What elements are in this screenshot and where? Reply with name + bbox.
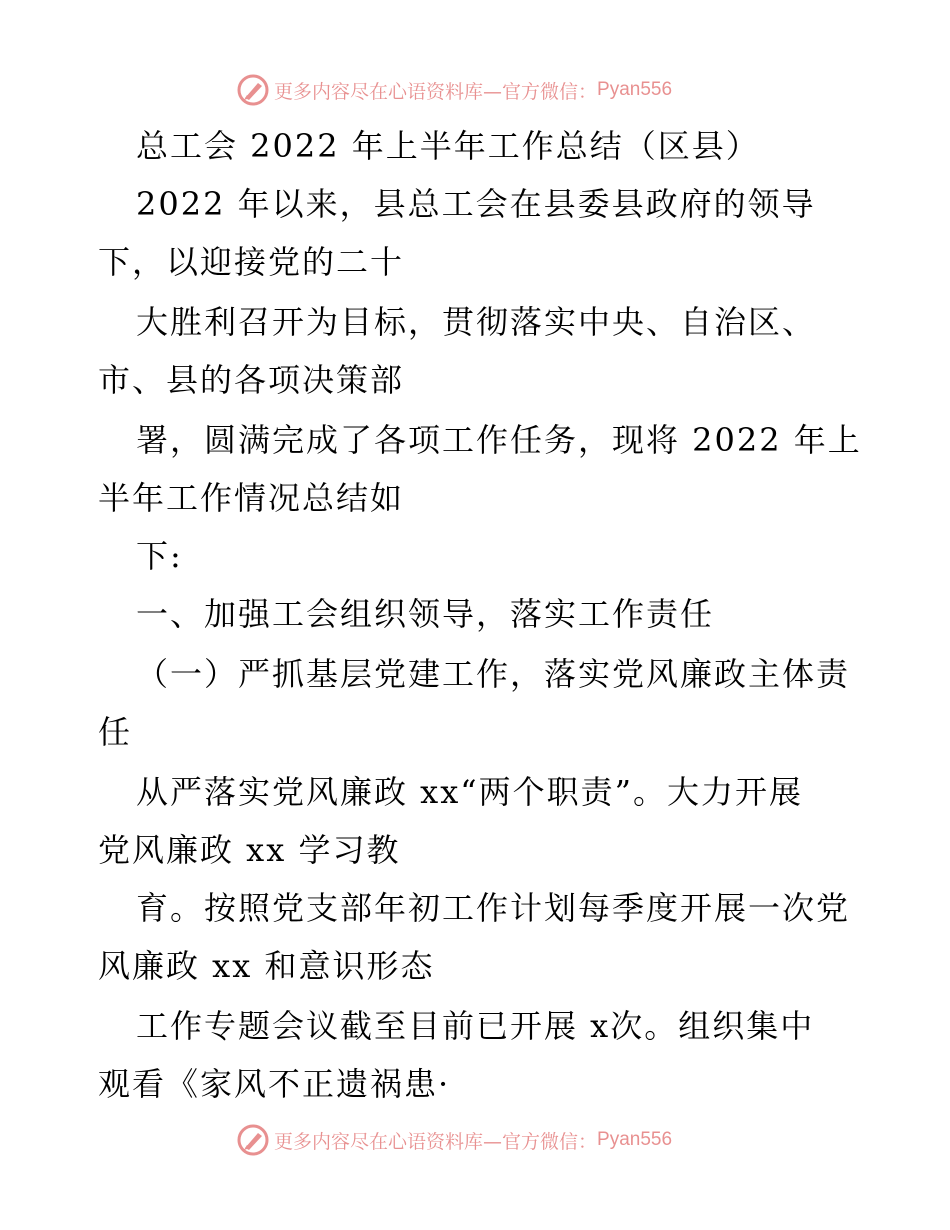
subsection-heading-cont: 任 <box>98 713 133 751</box>
header-watermark <box>236 72 672 108</box>
paragraph-line: 育。按照党支部年初工作计划每季度开展一次党 <box>136 889 851 927</box>
section-heading: 一、加强工会组织领导，落实工作责任 <box>136 595 715 633</box>
paragraph-line: 市、县的各项决策部 <box>98 361 405 399</box>
watermark-wechat-id: Pyan556 <box>597 79 673 100</box>
watermark-text: 更多内容尽在心语资料库—官方微信： <box>274 1130 598 1153</box>
paragraph-line: 署，圆满完成了各项工作任务，现将 2022 年上 <box>136 421 862 459</box>
document-title: 总工会 2022 年上半年工作总结（区县） <box>136 127 760 165</box>
paragraph-line: 下，以迎接党的二十 <box>98 243 405 281</box>
paragraph-line: 党风廉政 xx 学习教 <box>98 831 401 869</box>
subsection-heading: （一）严抓基层党建工作，落实党风廉政主体责 <box>136 655 851 693</box>
paragraph-line: 大胜利召开为目标，贯彻落实中央、自治区、 <box>136 303 817 341</box>
paragraph-line: 从严落实党风廉政 xx“两个职责”。大力开展 <box>136 773 803 811</box>
paragraph-line: 2022 年以来，县总工会在县委县政府的领导 <box>136 185 816 223</box>
pen-logo-icon <box>236 73 270 107</box>
paragraph-line: 风廉政 xx 和意识形态 <box>98 947 435 985</box>
pen-logo-icon <box>236 1123 270 1157</box>
watermark-wechat-id: Pyan556 <box>597 1129 673 1150</box>
paragraph-line: 下: <box>136 537 183 575</box>
watermark-text: 更多内容尽在心语资料库—官方微信： <box>274 80 598 103</box>
paragraph-line: 观看《家风不正遗祸患· <box>98 1065 451 1103</box>
paragraph-line: 半年工作情况总结如 <box>98 479 405 517</box>
paragraph-line: 工作专题会议截至目前已开展 x次。组织集中 <box>136 1007 815 1045</box>
footer-watermark <box>236 1122 672 1158</box>
